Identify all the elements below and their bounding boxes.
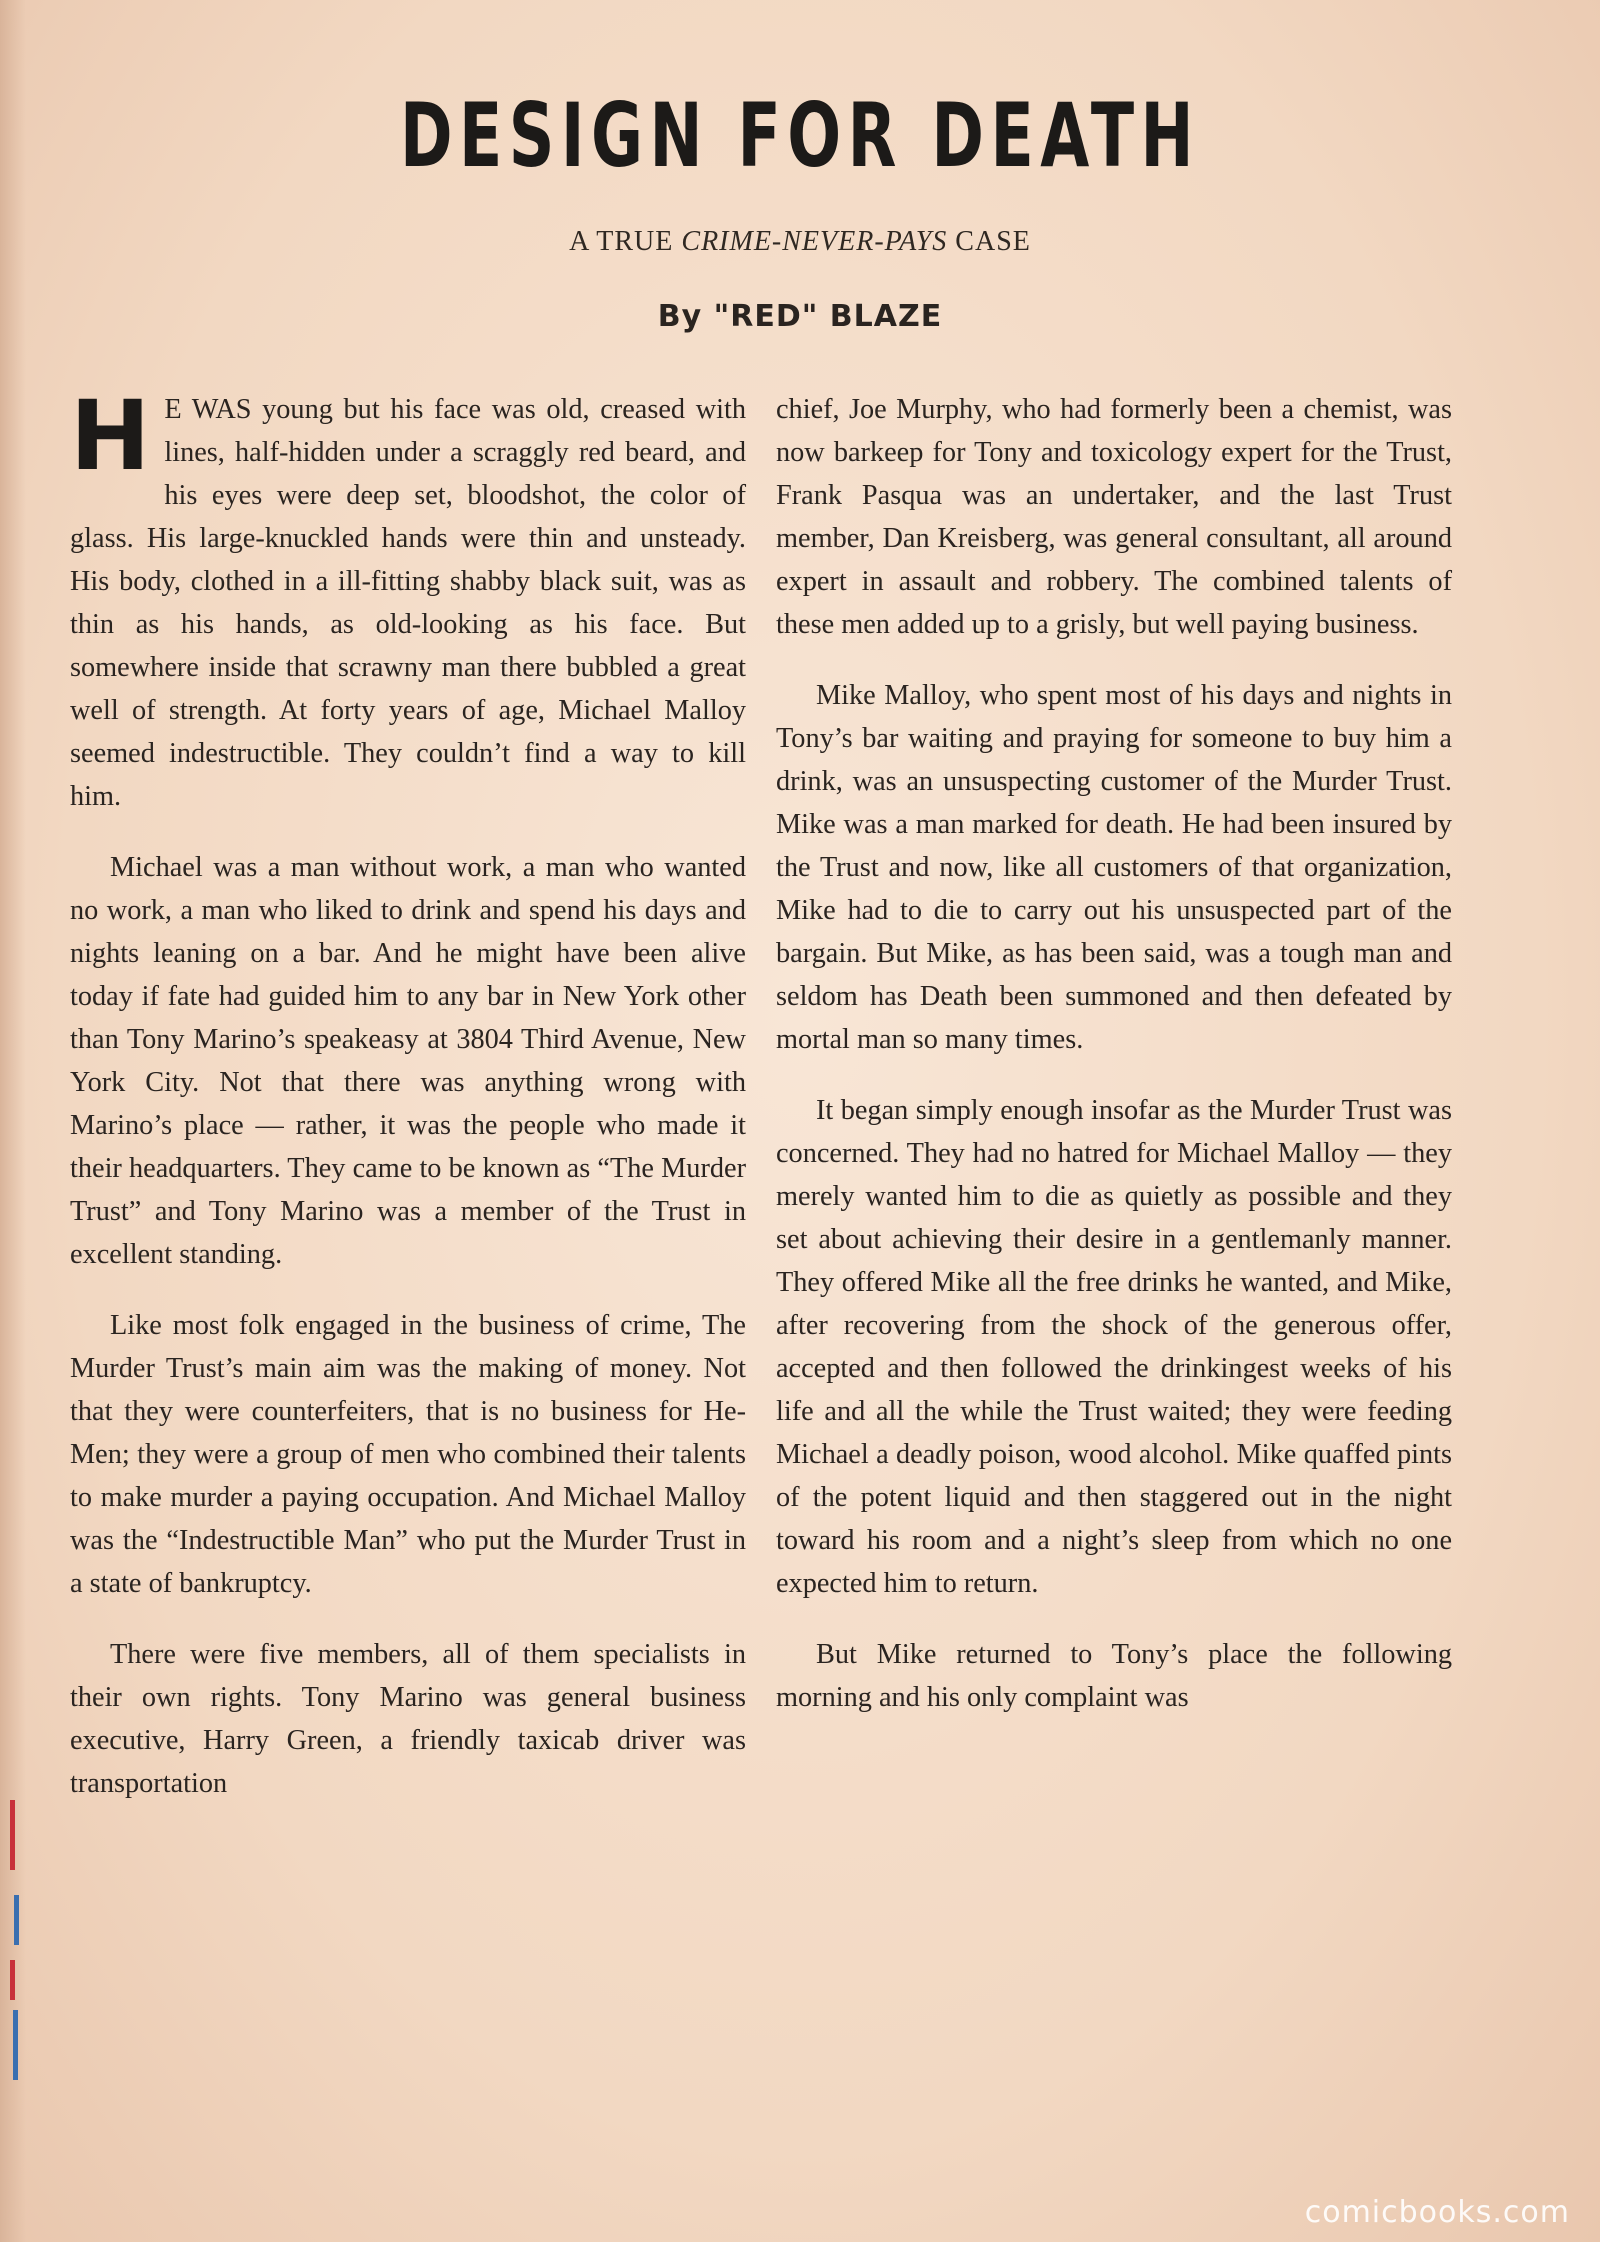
subtitle-suffix: CASE <box>955 226 1031 257</box>
paragraph: But Mike returned to Tony’s place the following morning and his only complaint was <box>776 1639 1452 1713</box>
site-watermark: comicbooks.com <box>1304 2195 1570 2230</box>
article-byline: By "RED" BLAZE <box>657 299 943 334</box>
paragraph: chief, Joe Murphy, who had formerly been a chemist, was now barkeep for Tony and toxicology expert for the Trust, Frank Pasqua was an undertaker, and the last Trust member, Dan Kreisberg, was general consultant, all around expert in assault and robbery. The combined talents of these men added up to a grisly, but well paying business. <box>776 394 1452 640</box>
article-subtitle <box>0 226 1600 258</box>
paragraph-text: E WAS young but his face was old, creased with lines, half-hidden under a scraggly red beard, and his eyes were deep set, bloodshot, the color of glass. His large-knuckled hands were thin and unsteady. His body, clothed in a ill-fitting shabby black suit, was as thin as his hands, as old-looking as his face. But somewhere inside that scrawny man there bubbled a great well of strength. At forty years of age, Michael Malloy seemed indestructible. They couldn’t find a way to kill him. <box>70 394 746 812</box>
paragraph: Mike Malloy, who spent most of his days and nights in Tony’s bar waiting and praying for someone to buy him a drink, was an unsuspecting customer of the Murder Trust. Mike was a man marked for death. He had been insured by the Trust and now, like all customers of that organization, Mike had to die to carry out his unsuspected part of the bargain. But Mike, as has been said, was a tough man and seldom has Death been summoned and then defeated by mortal man so many times. <box>776 680 1452 1055</box>
paragraph: Like most folk engaged in the business of crime, The Murder Trust’s main aim was the making of money. Not that they were counterfeiters, that is no business for He-Men; they were a group of men who combined their talents to make murder a paying occupation. And Michael Malloy was the “Indestructible Man” who put the Murder Trust in a state of bankruptcy. <box>70 1310 746 1599</box>
subtitle-prefix: A TRUE <box>569 226 674 257</box>
drop-cap-letter: H <box>70 380 151 492</box>
article-title: DESIGN FOR DEATH <box>399 84 1201 187</box>
paragraph: There were five members, all of them specialists in their own rights. Tony Marino was general business executive, Harry Green, a friendly taxicab driver was transportation <box>70 1639 746 1799</box>
right-text-column <box>776 388 1452 1747</box>
paragraph <box>70 380 746 818</box>
left-text-column <box>70 380 746 1833</box>
paragraph: It began simply enough insofar as the Murder Trust was concerned. They had no hatred for Michael Malloy — they merely wanted him to die as quietly as possible and they set about achieving their desire in a gentlemanly manner. They offered Mike all the free drinks he wanted, and Mike, after recovering from the shock of the generous offer, accepted and then followed the drinkingest weeks of his life and all the while the Trust waited; they were feeding Michael a deadly poison, wood alcohol. Mike quaffed pints of the potent liquid and then staggered out in the night toward his room and a night’s sleep from which no one expected him to return. <box>776 1095 1452 1599</box>
subtitle-series-name: CRIME-NEVER-PAYS <box>681 226 948 257</box>
paragraph: Michael was a man without work, a man who wanted no work, a man who liked to drink and spend his days and nights leaning on a bar. And he might have been alive today if fate had guided him to any bar in New York other than Tony Marino’s speakeasy at 3804 Third Avenue, New York City. Not that there was anything wrong with Marino’s place — rather, it was the people who made it their headquarters. They came to be known as “The Murder Trust” and Tony Marino was a member of the Trust in excellent standing. <box>70 852 746 1270</box>
printing-registration-marks <box>10 1800 24 2090</box>
